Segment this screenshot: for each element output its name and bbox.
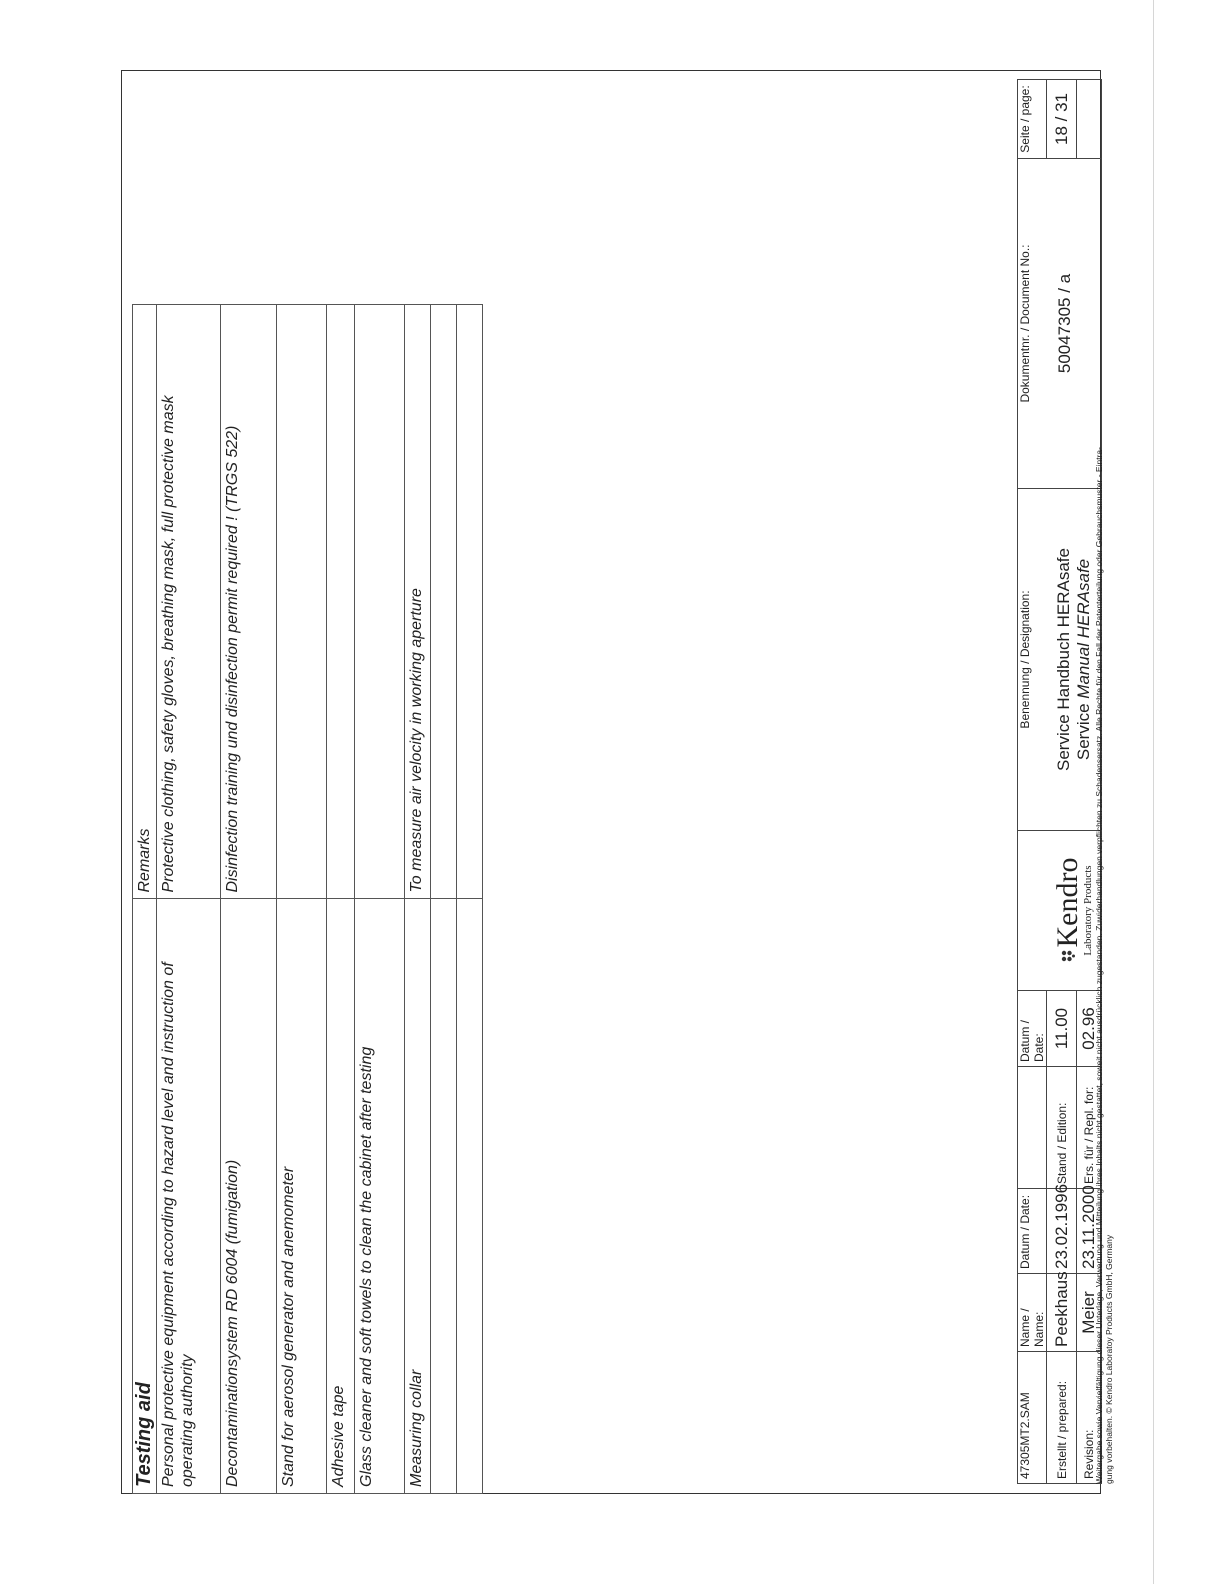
header-remarks: Remarks — [133, 305, 157, 900]
date-label: Datum / Date: — [1018, 1189, 1047, 1274]
aid-cell: Adhesive tape — [327, 899, 355, 1494]
logo-name: Kendro — [1050, 857, 1084, 948]
document-no: 50047305 / a — [1047, 159, 1102, 489]
remark-cell: Disinfection training und disinfection permit required ! (TRGS 522) — [221, 305, 277, 900]
table-row — [327, 305, 355, 1494]
table-row — [355, 305, 405, 1494]
remark-cell — [277, 305, 327, 900]
document-no-label: Dokumentnr. / Document No.: — [1018, 159, 1047, 489]
aid-cell: Decontaminationsystem RD 6004 (fumigation) — [221, 899, 277, 1494]
page-label: Seite / page: — [1018, 80, 1047, 159]
remark-cell — [457, 305, 483, 900]
aid-cell — [457, 899, 483, 1494]
aid-cell: Personal protective equipment according to hazard level and instruction of operating authority — [157, 899, 221, 1494]
remark-cell: To measure air velocity in working aperture — [405, 305, 431, 900]
name-label: Name / Name: — [1018, 1274, 1047, 1352]
designation-de: Service Handbuch HERAsafe — [1053, 548, 1073, 772]
remark-cell — [431, 305, 457, 900]
logo-subtitle: Laboratory Products — [1081, 865, 1094, 956]
page-edge-line — [1153, 0, 1154, 1584]
remark-cell — [327, 305, 355, 900]
revision-date: 23.11.2000 — [1077, 1189, 1102, 1274]
table-row — [431, 305, 457, 1494]
table-row — [457, 305, 483, 1494]
header-testing-aid: Testing aid — [133, 899, 157, 1494]
aid-cell — [431, 899, 457, 1494]
prepared-date: 23.02.1996 — [1047, 1189, 1077, 1274]
remark-cell — [355, 305, 405, 900]
table-header-row — [133, 305, 157, 1494]
legal-line-2: gung vorbehalten. © Kendro Laboratoy Products GmbH, Germany — [1104, 1234, 1114, 1484]
revision-label: Revision: — [1077, 1352, 1102, 1484]
remark-cell: Protective clothing, safety gloves, breathing mask, full protective mask — [157, 305, 221, 900]
logo-dots-icon — [1061, 950, 1075, 964]
replaces-value: 02.96 — [1077, 991, 1102, 1067]
page-no: 18 / 31 — [1047, 80, 1077, 159]
testing-aid-table — [132, 304, 483, 1494]
table-row — [277, 305, 327, 1494]
prepared-label: Erstellt / prepared: — [1047, 1352, 1077, 1484]
rotated-content — [122, 70, 1114, 1494]
aid-cell: Glass cleaner and soft towels to clean the cabinet after testing — [355, 899, 405, 1494]
file-name: 47305MT2.SAM — [1018, 1352, 1047, 1484]
edition-label: Stand / Edition: — [1047, 1067, 1077, 1189]
replaces-label: Ers. für / Repl. for: — [1077, 1067, 1102, 1189]
document-frame — [121, 70, 1114, 1494]
aid-cell: Measuring collar — [405, 899, 431, 1494]
designation-label: Benennung / Designation: — [1018, 489, 1047, 831]
legal-notice — [1094, 80, 1114, 1484]
revision-name: Meier — [1077, 1274, 1102, 1352]
prepared-name: Peekhaus — [1047, 1274, 1077, 1352]
legal-line-1: Weitergabe sowie Vervielfältigung dieser Unterlage, Verwertung und Mitteilung ihres Inhalts nicht gestattet, soweit nicht ausdrücklich zugestanden. Zuwiderhandlungen verpflichten zu Schadensersatz. Alle Rechte für den Fall der Patenterteilung oder Gebrauchsmuster - Eintra- — [1094, 447, 1104, 1484]
aid-cell: Stand for aerosol generator and anemometer — [277, 899, 327, 1494]
table-row — [405, 305, 431, 1494]
table-row — [221, 305, 277, 1494]
designation-en: Service Manual HERAsafe — [1073, 558, 1093, 761]
table-row — [157, 305, 221, 1494]
date-label: Datum / Date: — [1018, 991, 1047, 1067]
title-block — [1017, 79, 1102, 1484]
edition-value: 11.00 — [1047, 991, 1077, 1067]
